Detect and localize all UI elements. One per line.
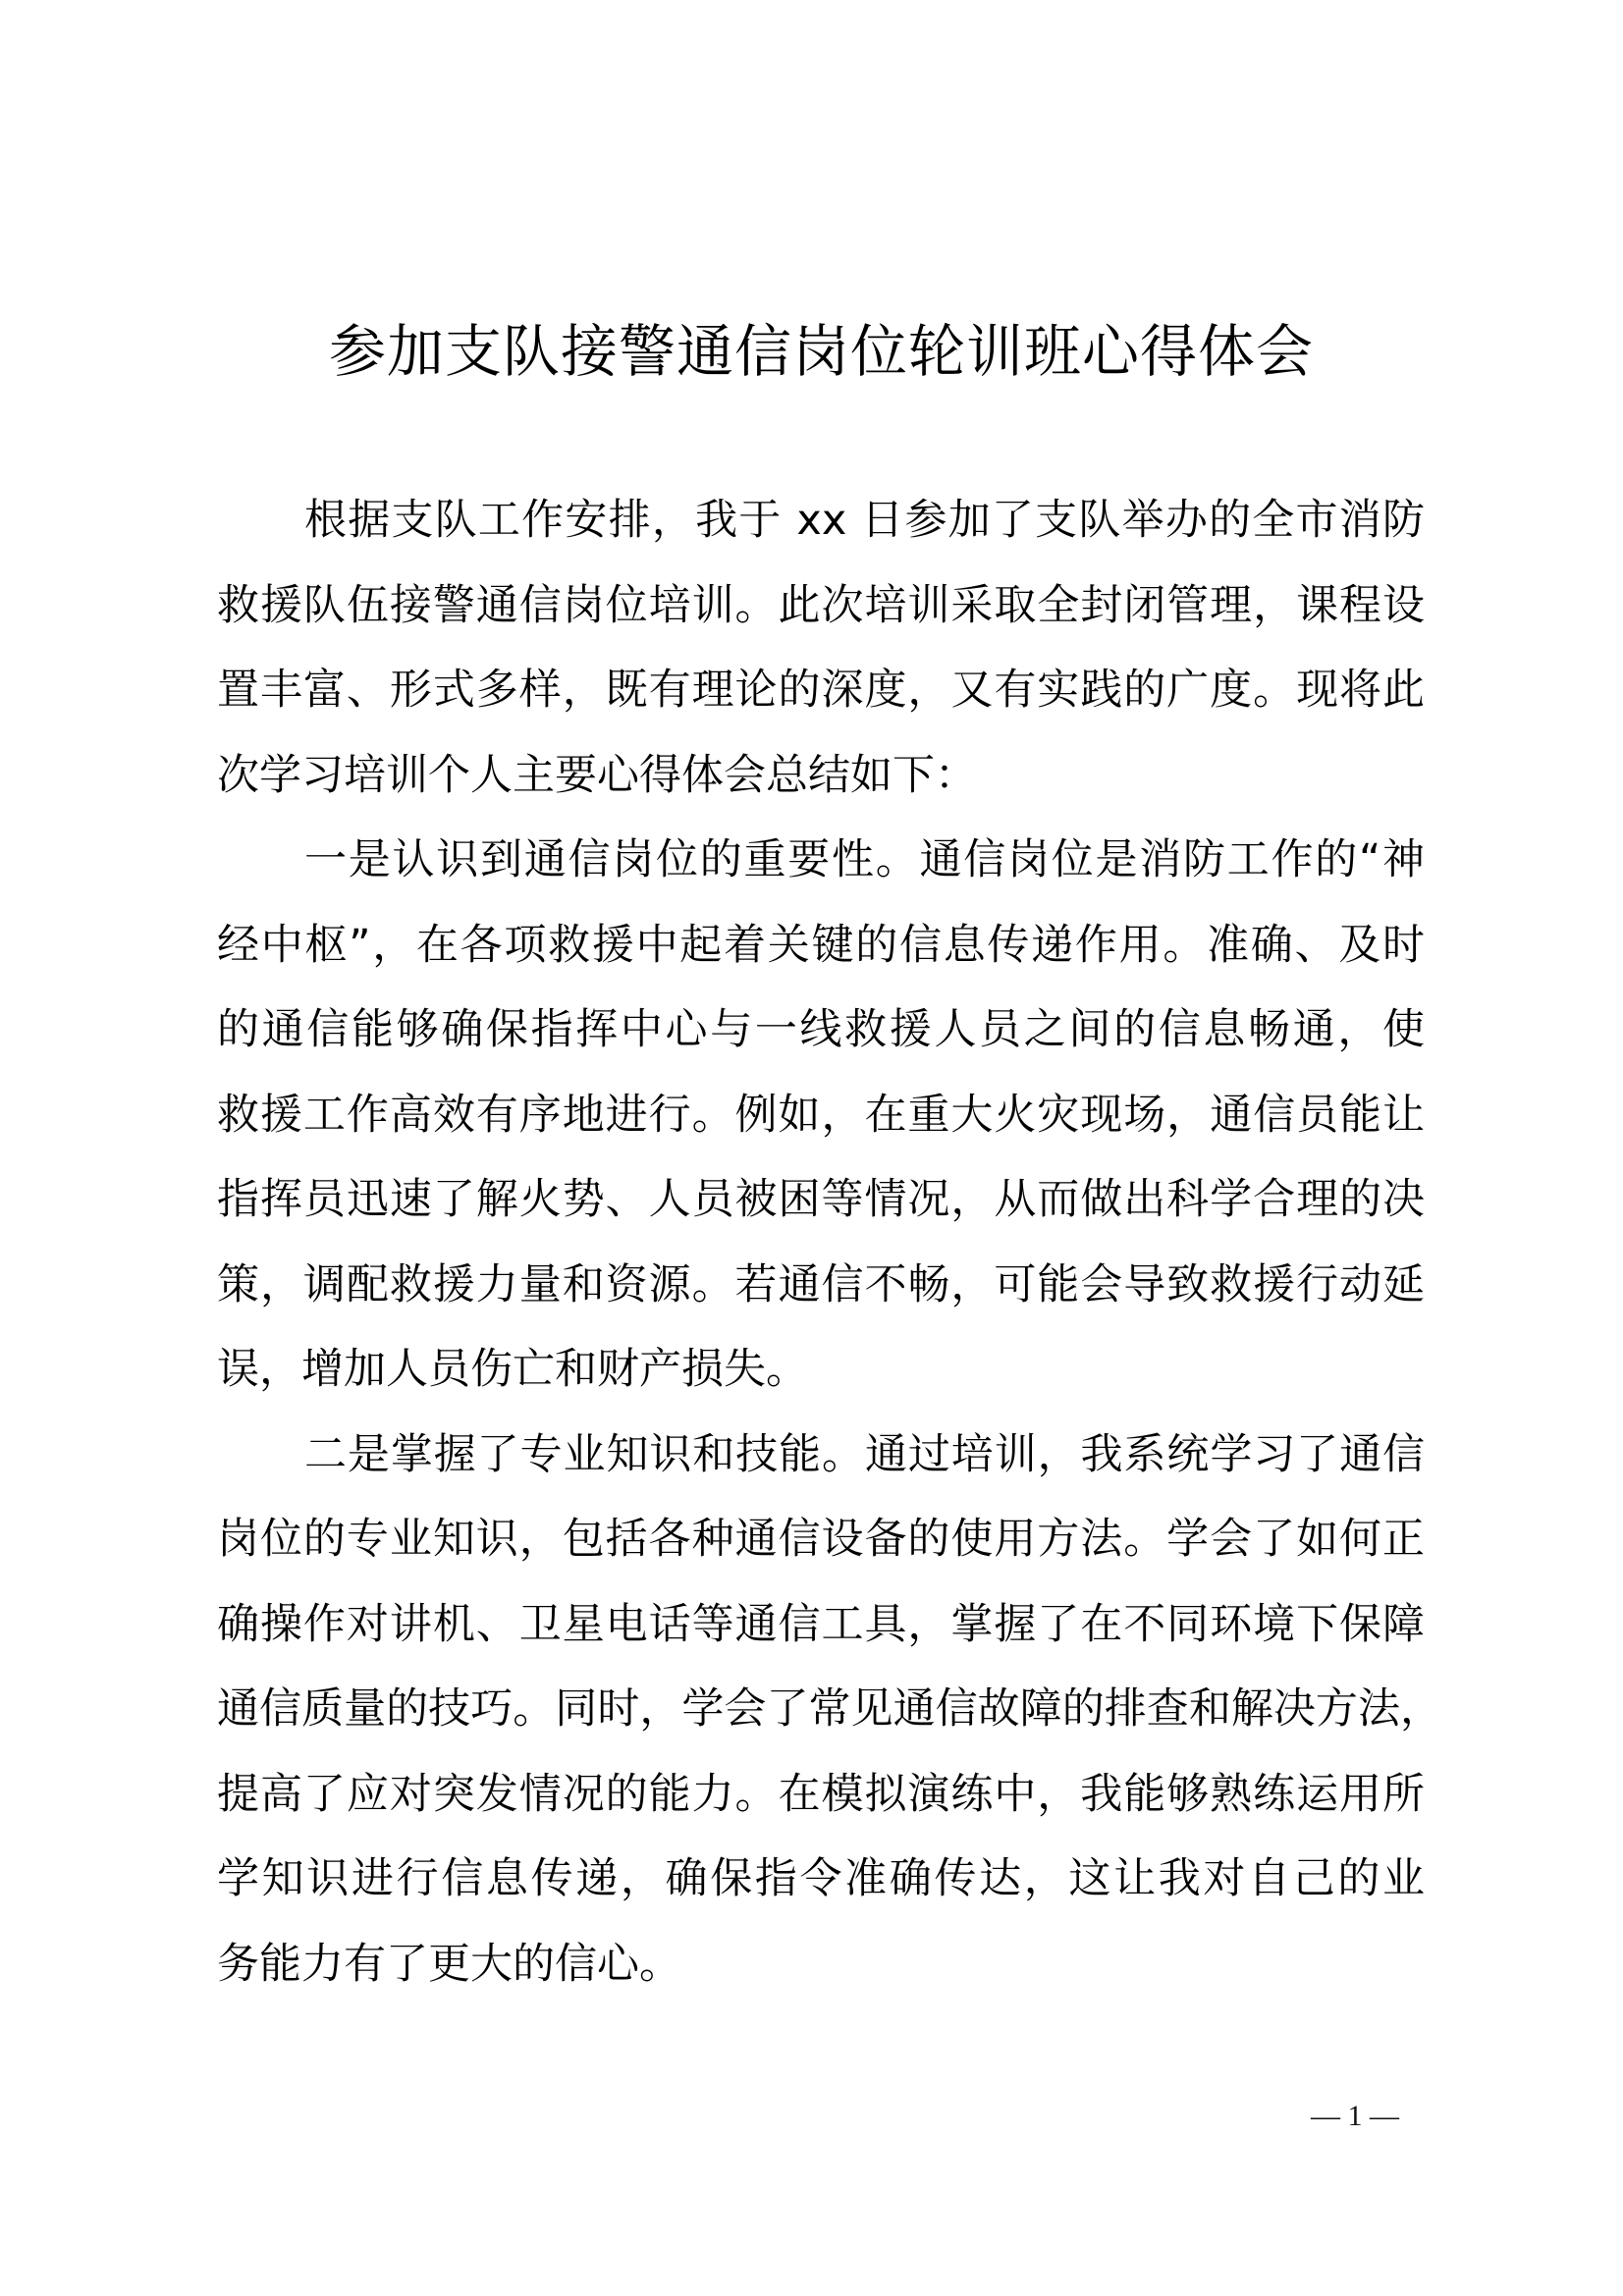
text-line: 学知识进行信息传递，确保指令准确传达，这让我对自己的业 (217, 1854, 1425, 1903)
text-line: 救援队伍接警通信岗位培训。此次培训采取全封闭管理，课程设 (217, 580, 1425, 630)
text-line: 误，增加人员伤亡和财产损失。 (217, 1345, 808, 1394)
paragraph-intro (217, 487, 1425, 827)
text-line: 指挥员迅速了解火势、人员被困等情况，从而做出科学合理的决 (217, 1175, 1425, 1224)
text-line: 根据支队工作安排，我于 xx 日参加了支队举办的全市消防 (304, 496, 1425, 545)
text-line: 通信质量的技巧。同时，学会了常见通信故障的排查和解决方法， (217, 1684, 1442, 1734)
text-line: 的通信能够确保指挥中心与一线救援人员之间的信息畅通，使 (217, 1005, 1425, 1054)
text-line: 次学习培训个人主要心得体会总结如下： (217, 750, 977, 800)
page-number: — 1 — (1311, 2100, 1399, 2132)
paragraph-point-one (217, 827, 1425, 1421)
text-line: 二是掌握了专业知识和技能。通过培训，我系统学习了通信 (304, 1429, 1425, 1479)
text-line: 确操作对讲机、卫星电话等通信工具，掌握了在不同环境下保障 (217, 1599, 1425, 1649)
text-line: 岗位的专业知识，包括各种通信设备的使用方法。学会了如何正 (217, 1515, 1425, 1564)
text-line: 经中枢”，在各项救援中起着关键的信息传递作用。准确、及时 (217, 920, 1425, 970)
text-line: 置丰富、形式多样，既有理论的深度，又有实践的广度。现将此 (217, 666, 1425, 715)
text-line: 务能力有了更大的信心。 (217, 1939, 681, 1989)
text-line: 救援工作高效有序地进行。例如，在重大火灾现场，通信员能让 (217, 1090, 1425, 1140)
text-line: 策，调配救援力量和资源。若通信不畅，可能会导致救援行动延 (217, 1259, 1425, 1309)
text-line: 一是认识到通信岗位的重要性。通信岗位是消防工作的“神 (304, 835, 1425, 884)
text-line: 提高了应对突发情况的能力。在模拟演练中，我能够熟练运用所 (217, 1769, 1425, 1819)
document-body (217, 487, 1442, 2015)
paragraph-point-two (217, 1421, 1442, 2016)
document-title: 参加支队接警通信岗位轮训班心得体会 (328, 318, 1314, 385)
